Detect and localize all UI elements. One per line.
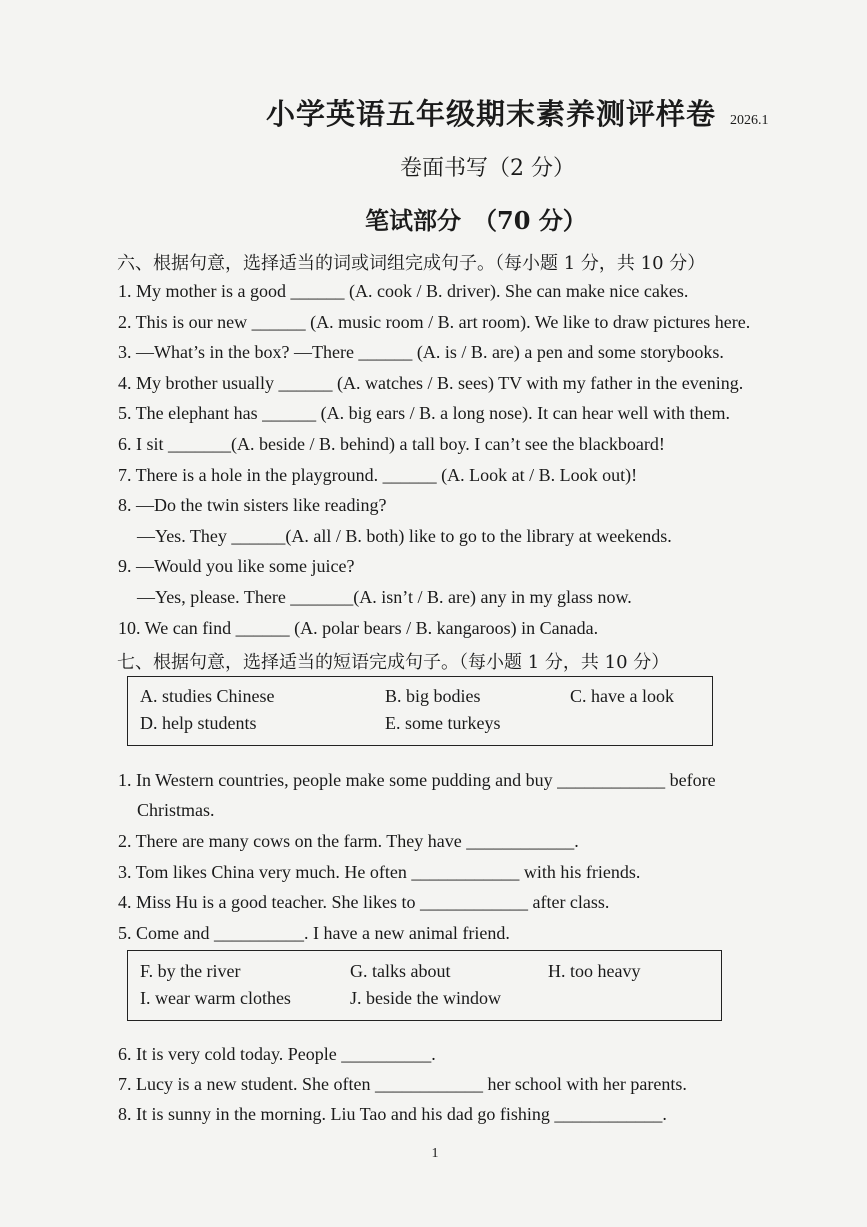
word-bank-box-1	[127, 676, 713, 746]
question-line: 6. I sit _______(A. beside / B. behind) a tall boy. I can’t see the blackboard!	[118, 434, 665, 454]
word-bank-option: F. by the river	[140, 961, 241, 981]
word-bank-option: C. have a look	[570, 686, 674, 706]
question-line: —Yes, please. There _______(A. isn’t / B. are) any in my glass now.	[137, 587, 632, 607]
question-line: 5. Come and __________. I have a new animal friend.	[118, 923, 510, 943]
question-line: 7. Lucy is a new student. She often ____________ her school with her parents.	[118, 1074, 687, 1094]
question-line: 2. There are many cows on the farm. They have ____________.	[118, 831, 579, 851]
question-line: —Yes. They ______(A. all / B. both) like to go to the library at weekends.	[137, 526, 672, 546]
question-line: 5. The elephant has ______ (A. big ears / B. a long nose). It can hear well with them.	[118, 403, 731, 423]
question-line: 3. Tom likes China very much. He often ____________ with his friends.	[118, 862, 641, 882]
word-bank-option: B. big bodies	[385, 686, 481, 706]
question-line: 1. My mother is a good ______ (A. cook / B. driver). She can make nice cakes.	[118, 281, 689, 301]
word-bank-option: H. too heavy	[548, 961, 641, 981]
word-bank-option: I. wear warm clothes	[140, 988, 291, 1008]
question-line: 3. —What’s in the box? —There ______ (A. is / B. are) a pen and some storybooks.	[118, 342, 724, 362]
word-bank-option: E. some turkeys	[385, 713, 501, 733]
word-bank-option: A. studies Chinese	[140, 686, 275, 706]
question-line: 6. It is very cold today. People __________.	[118, 1044, 436, 1064]
section-7-heading: 七、根据句意，选择适当的短语完成句子。（每小题 1 分，共 10 分）	[117, 652, 670, 673]
handwriting-score-heading: 卷面书写（2 分）	[400, 156, 575, 181]
written-part-heading: 笔试部分 （70 分）	[365, 206, 587, 235]
section-6-heading: 六、根据句意，选择适当的词或词组完成句子。（每小题 1 分，共 10 分）	[117, 253, 706, 274]
exam-date: 2026.1	[730, 113, 769, 128]
question-line: 7. There is a hole in the playground. ______ (A. Look at / B. Look out)!	[118, 465, 638, 485]
question-line: 4. My brother usually ______ (A. watches / B. sees) TV with my father in the evening.	[118, 373, 744, 393]
question-line: 2. This is our new ______ (A. music room / B. art room). We like to draw pictures here.	[118, 312, 751, 332]
question-line: 8. —Do the twin sisters like reading?	[118, 495, 387, 515]
question-line: 4. Miss Hu is a good teacher. She likes to ____________ after class.	[118, 892, 610, 912]
word-bank-option: G. talks about	[350, 961, 451, 981]
question-line: Christmas.	[137, 800, 215, 820]
page-number: 1	[431, 1146, 439, 1161]
question-line: 8. It is sunny in the morning. Liu Tao and his dad go fishing ____________.	[118, 1104, 667, 1124]
word-bank-option: D. help students	[140, 713, 257, 733]
word-bank-option: J. beside the window	[350, 988, 501, 1008]
question-line: 10. We can find ______ (A. polar bears / B. kangaroos) in Canada.	[118, 618, 599, 638]
word-bank-box-2	[127, 950, 722, 1021]
question-line: 1. In Western countries, people make some pudding and buy ____________ before	[118, 770, 716, 790]
question-line: 9. —Would you like some juice?	[118, 556, 355, 576]
page-title: 小学英语五年级期末素养测评样卷	[266, 97, 717, 131]
